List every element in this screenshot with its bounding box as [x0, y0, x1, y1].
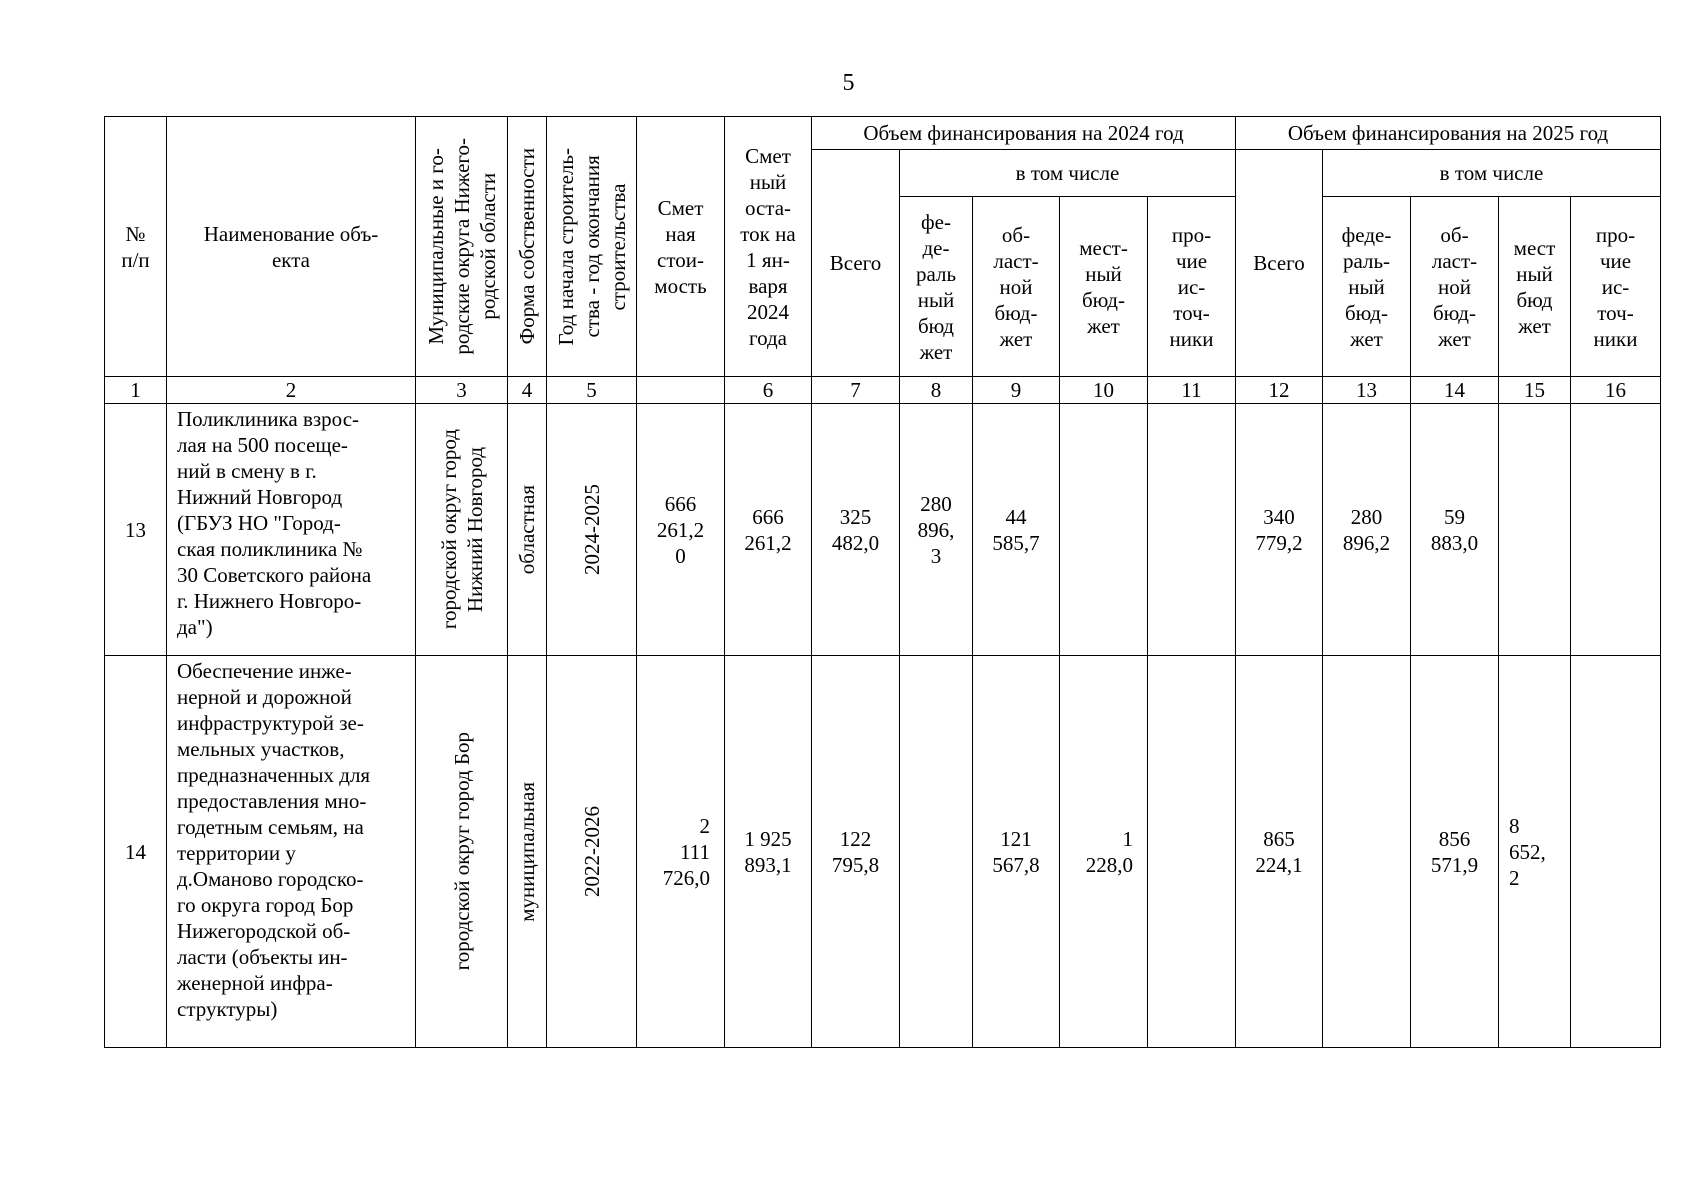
header-total-2024: Всего [812, 150, 900, 377]
header-years-text: Год начала строитель- ства - год окончания строительства [553, 147, 630, 346]
header-including-2025: в том числе [1323, 150, 1661, 197]
table-row [105, 404, 1661, 656]
header-total-2025: Всего [1236, 150, 1323, 377]
ownership-cell [508, 656, 547, 1048]
federal-2024 [900, 656, 973, 1048]
regional-2024: 121 567,8 [973, 656, 1060, 1048]
header-estimated-remainder: Смет ный оста- ток на 1 ян- варя 2024 года [725, 117, 812, 377]
other-2025 [1571, 404, 1661, 656]
header-regional-2024: об- ласт- ной бюд- жет [973, 197, 1060, 377]
column-number: 14 [1411, 377, 1499, 404]
header-including-2024: в том числе [900, 150, 1236, 197]
column-number [637, 377, 725, 404]
total-2024: 325 482,0 [812, 404, 900, 656]
total-2024: 122 795,8 [812, 656, 900, 1048]
column-number: 7 [812, 377, 900, 404]
other-2024 [1148, 656, 1236, 1048]
municipal-text: городской округ город Бор [449, 732, 474, 971]
estimated-cost: 666 261,2 0 [637, 404, 725, 656]
column-number-row [105, 377, 1661, 404]
header-regional-2025: об- ласт- ной бюд- жет [1411, 197, 1499, 377]
header-years [547, 117, 637, 377]
column-number: 16 [1571, 377, 1661, 404]
column-number: 2 [167, 377, 416, 404]
financing-table [104, 116, 1661, 1048]
estimated-cost: 2 111 726,0 [637, 656, 725, 1048]
local-2024: 1 228,0 [1060, 656, 1148, 1048]
header-financing-2024: Объем финансирования на 2024 год [812, 117, 1236, 150]
column-number: 12 [1236, 377, 1323, 404]
header-estimated-cost: Смет ная стои- мость [637, 117, 725, 377]
header-federal-2024: фе- де- раль ный бюд жет [900, 197, 973, 377]
regional-2024: 44 585,7 [973, 404, 1060, 656]
page-number: 5 [842, 70, 855, 96]
header-federal-2025: феде- раль- ный бюд- жет [1323, 197, 1411, 377]
municipal-cell [416, 656, 508, 1048]
header-financing-2025: Объем финансирования на 2025 год [1236, 117, 1661, 150]
total-2025: 340 779,2 [1236, 404, 1323, 656]
regional-2025: 59 883,0 [1411, 404, 1499, 656]
column-number: 4 [508, 377, 547, 404]
column-number: 9 [973, 377, 1060, 404]
regional-2025: 856 571,9 [1411, 656, 1499, 1048]
header-local-2024: мест- ный бюд- жет [1060, 197, 1148, 377]
row-num: 14 [105, 656, 167, 1048]
estimated-remainder: 1 925 893,1 [725, 656, 812, 1048]
other-2025 [1571, 656, 1661, 1048]
municipal-cell [416, 404, 508, 656]
header-municipal-text: Муниципальные и го- родские округа Нижего- родской области [423, 138, 500, 355]
federal-2025: 280 896,2 [1323, 404, 1411, 656]
column-number: 13 [1323, 377, 1411, 404]
object-name: Поликлиника взрос- лая на 500 посеще- ний в смену в г. Нижний Новгород (ГБУЗ НО "Город- ская поликлиника № 30 Советского района г. Нижнего Новгоро- да") [167, 404, 416, 656]
ownership-text: муниципальная [515, 781, 539, 922]
header-name: Наименование объ- екта [167, 117, 416, 377]
years-cell [547, 656, 637, 1048]
ownership-cell [508, 404, 547, 656]
years-text: 2024-2025 [579, 484, 604, 575]
local-2025: 8 652, 2 [1499, 656, 1571, 1048]
local-2024 [1060, 404, 1148, 656]
local-2025 [1499, 404, 1571, 656]
federal-2025 [1323, 656, 1411, 1048]
column-number: 6 [725, 377, 812, 404]
row-num: 13 [105, 404, 167, 656]
municipal-text: городской округ город Нижний Новгород [436, 429, 487, 630]
ownership-text: областная [515, 484, 539, 575]
table-row [105, 656, 1661, 1048]
years-cell [547, 404, 637, 656]
header-local-2025: мест ный бюд жет [1499, 197, 1571, 377]
object-name: Обеспечение инже- нерной и дорожной инфраструктурой зе- мельных участков, предназначенных для предоставления мно- годетным семьям, на территории у д.Оманово городско- го округа город Бор Нижегородской об- ласти (объекты ин- женерной инфра- структуры) [167, 656, 416, 1048]
header-other-2024: про- чие ис- точ- ники [1148, 197, 1236, 377]
column-number: 3 [416, 377, 508, 404]
column-number: 10 [1060, 377, 1148, 404]
column-number: 5 [547, 377, 637, 404]
header-other-2025: про- чие ис- точ- ники [1571, 197, 1661, 377]
years-text: 2022-2026 [579, 806, 604, 897]
total-2025: 865 224,1 [1236, 656, 1323, 1048]
column-number: 8 [900, 377, 973, 404]
column-number: 1 [105, 377, 167, 404]
header-num: № п/п [105, 117, 167, 377]
federal-2024: 280 896, 3 [900, 404, 973, 656]
column-number: 11 [1148, 377, 1236, 404]
header-municipal [416, 117, 508, 377]
estimated-remainder: 666 261,2 [725, 404, 812, 656]
other-2024 [1148, 404, 1236, 656]
header-ownership [508, 117, 547, 377]
header-ownership-text: Форма собственности [515, 148, 539, 345]
column-number: 15 [1499, 377, 1571, 404]
